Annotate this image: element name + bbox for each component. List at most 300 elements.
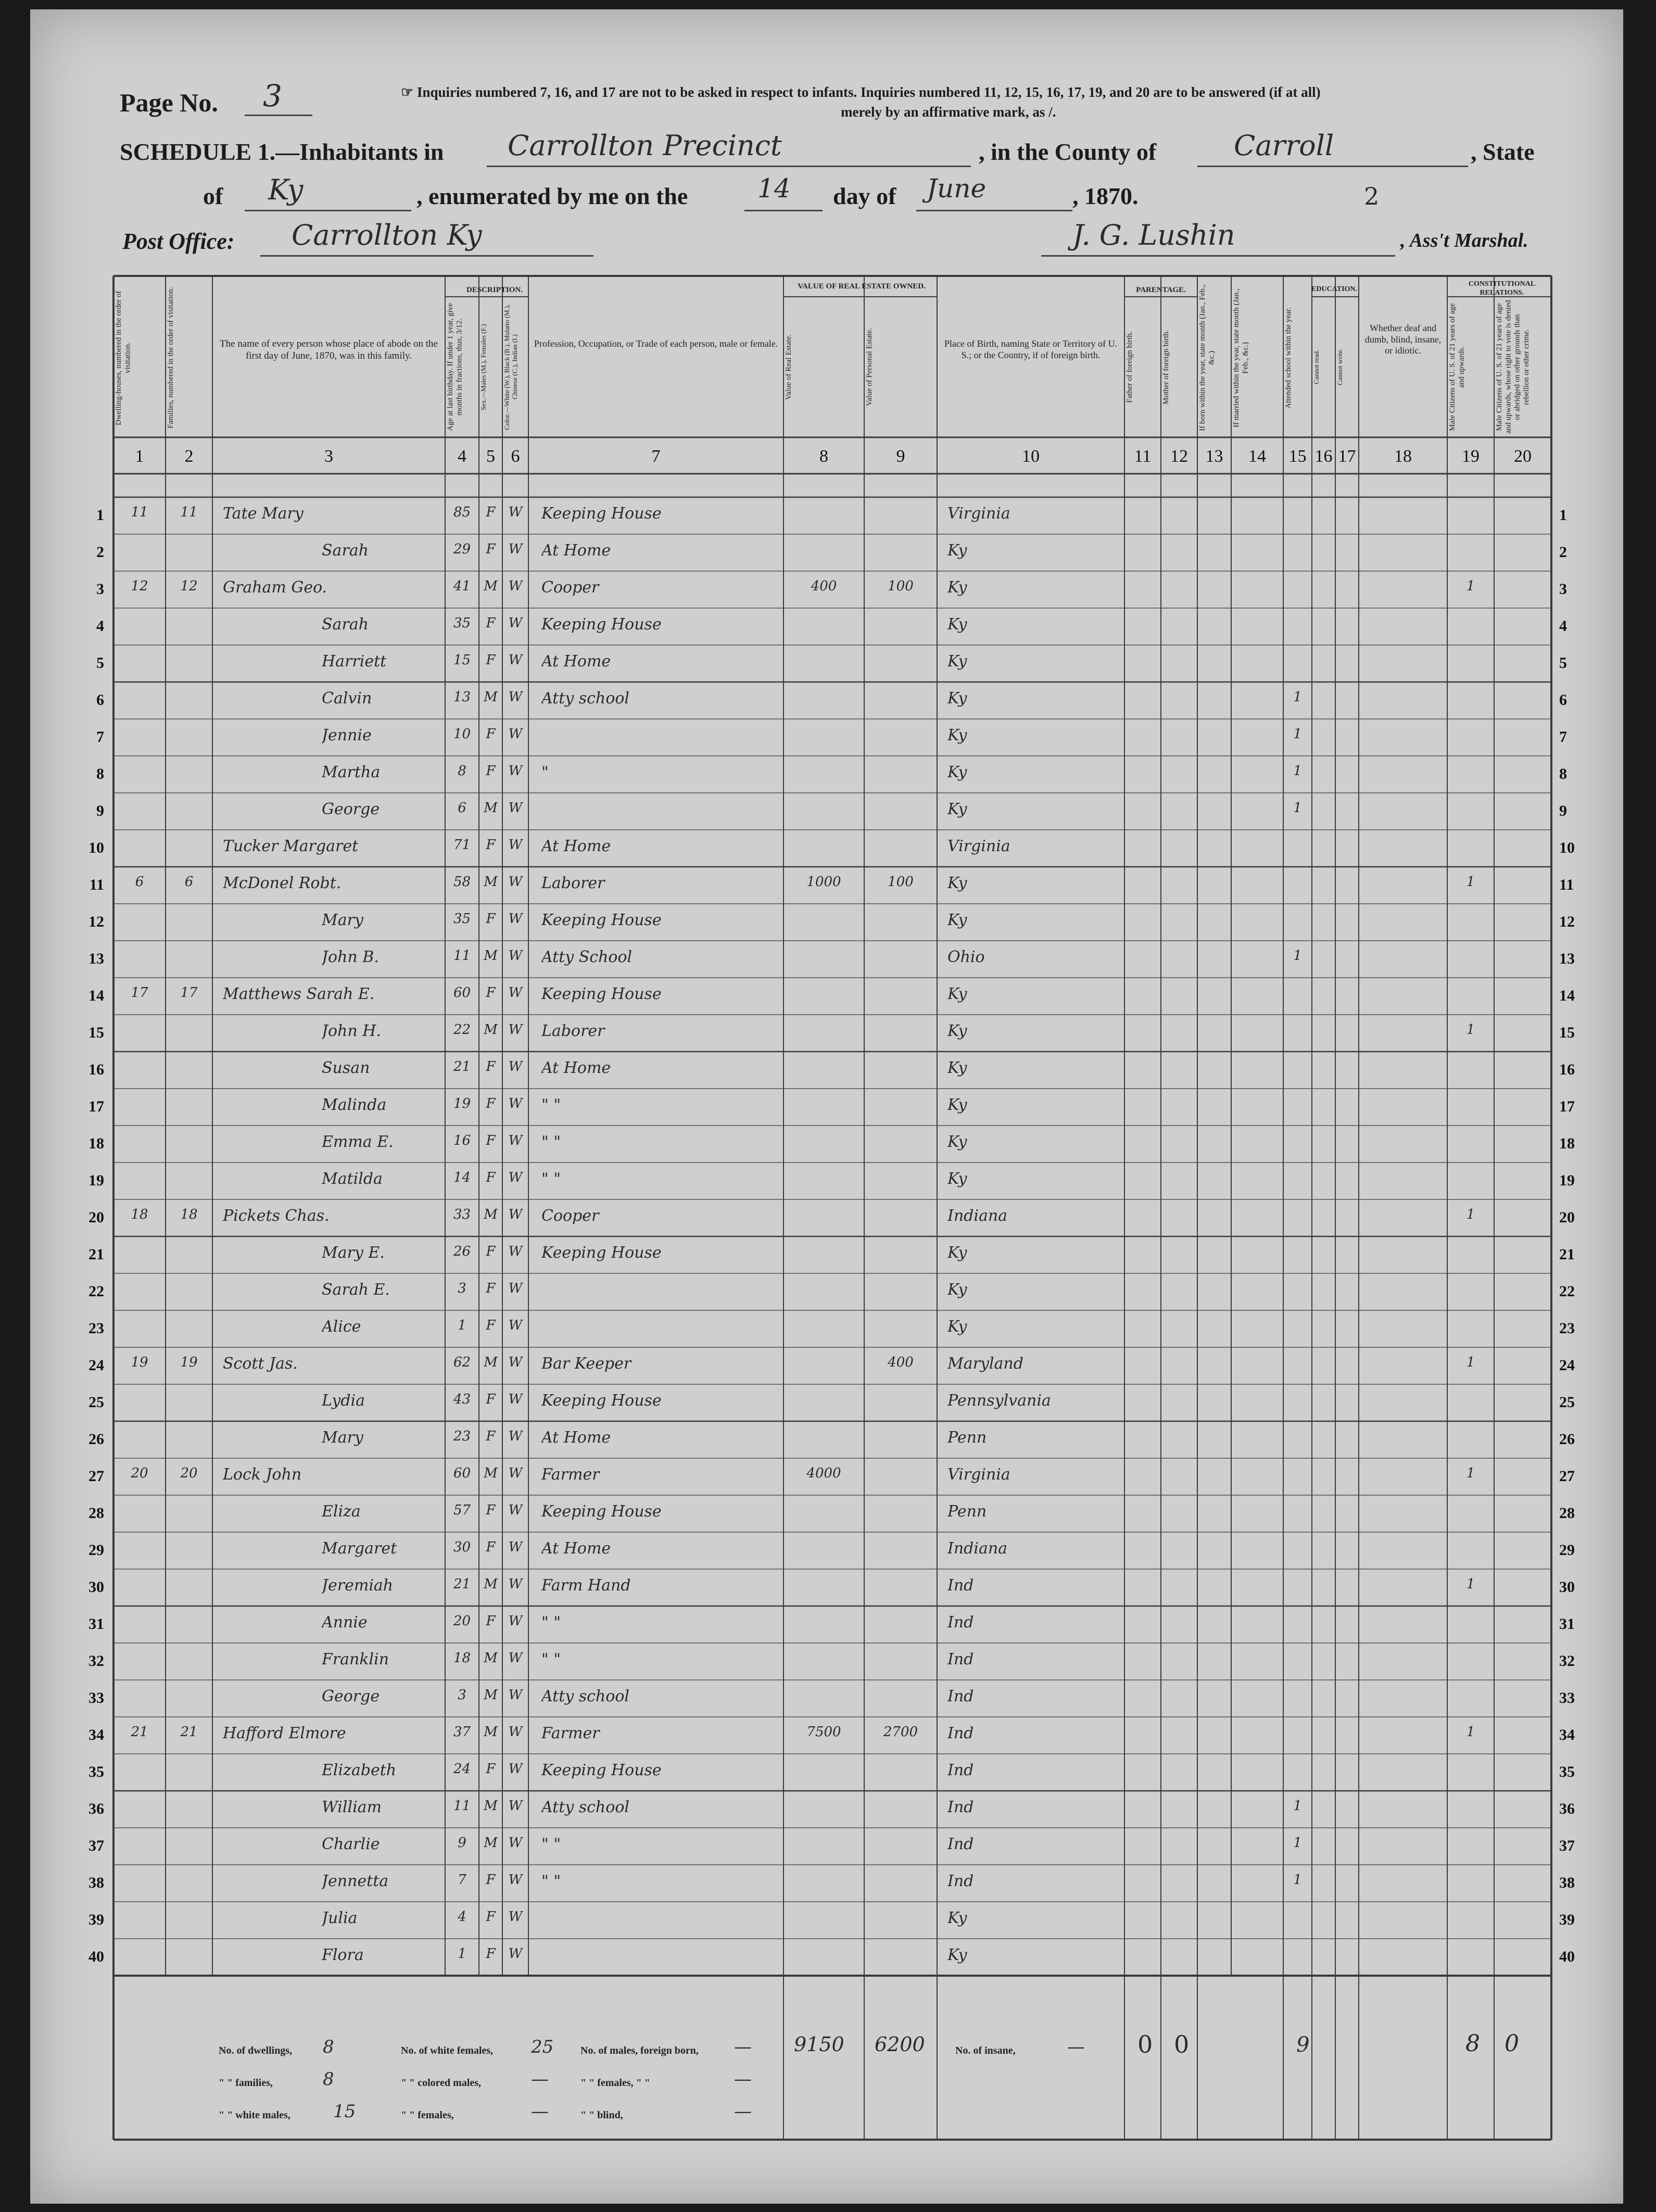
sex: M bbox=[484, 948, 498, 964]
school-total: 9 bbox=[1296, 2033, 1310, 2057]
colored-males-count: — bbox=[531, 2069, 549, 2090]
column-number-15: 15 bbox=[1288, 447, 1307, 466]
birthplace: Ind bbox=[947, 1613, 974, 1632]
color: W bbox=[508, 1761, 523, 1777]
column-number-9: 9 bbox=[896, 447, 905, 466]
foreign-fathers-total: 0 bbox=[1137, 2030, 1153, 2058]
occupation: Keeping House bbox=[541, 504, 662, 523]
color: W bbox=[508, 1281, 523, 1296]
person-name: Mary bbox=[322, 1429, 363, 1447]
occupation: Keeping House bbox=[541, 615, 662, 634]
person-name: George bbox=[322, 800, 380, 818]
column-number-4: 4 bbox=[458, 447, 466, 466]
person-name: Matthews Sarah E. bbox=[223, 985, 375, 1003]
line-number-left: 22 bbox=[89, 1283, 104, 1300]
sex: M bbox=[484, 800, 498, 816]
column-number-19: 19 bbox=[1462, 447, 1480, 466]
line-number-right: 13 bbox=[1559, 950, 1575, 967]
line-number-left: 21 bbox=[89, 1246, 104, 1263]
personal-estate-value: 400 bbox=[888, 1355, 914, 1370]
dwelling-number: 20 bbox=[131, 1465, 148, 1481]
denied-total: 0 bbox=[1505, 2030, 1519, 2057]
line-number-right: 9 bbox=[1559, 802, 1567, 819]
real-estate-value: 7500 bbox=[806, 1724, 841, 1740]
occupation: " " bbox=[541, 1133, 561, 1151]
person-name: Martha bbox=[322, 763, 381, 781]
age: 13 bbox=[453, 689, 471, 705]
colored-females-count: — bbox=[531, 2101, 549, 2122]
occupation: Farm Hand bbox=[541, 1576, 631, 1595]
occupation: Keeping House bbox=[541, 985, 662, 1003]
sex: F bbox=[486, 1318, 496, 1333]
age: 14 bbox=[453, 1170, 471, 1185]
person-name: Jeremiah bbox=[322, 1576, 394, 1595]
age: 19 bbox=[453, 1096, 471, 1111]
page-label: Page No. bbox=[120, 88, 218, 117]
line-number-left: 28 bbox=[89, 1505, 104, 1522]
column-number-20: 20 bbox=[1514, 447, 1532, 466]
column-number-11: 11 bbox=[1134, 447, 1152, 466]
column-number-1: 1 bbox=[135, 447, 144, 466]
line-number-left: 16 bbox=[89, 1061, 104, 1078]
person-name: Hafford Elmore bbox=[223, 1724, 346, 1742]
white-males-label: " " white males, bbox=[219, 2109, 290, 2121]
line-number-left: 4 bbox=[96, 617, 104, 635]
personal-estate-value: 2700 bbox=[883, 1724, 918, 1740]
occupation: At Home bbox=[541, 1059, 611, 1077]
dwelling-number: 17 bbox=[131, 985, 148, 1001]
families-count: 8 bbox=[323, 2069, 334, 2090]
color: W bbox=[508, 541, 523, 557]
line-number-left: 39 bbox=[89, 1911, 104, 1928]
line-number-left: 24 bbox=[89, 1357, 104, 1374]
birthplace: Ind bbox=[947, 1687, 974, 1705]
dwellings-count: 8 bbox=[323, 2037, 334, 2057]
person-name: Pickets Chas. bbox=[223, 1207, 330, 1225]
sex: F bbox=[486, 911, 496, 927]
line-number-left: 34 bbox=[89, 1726, 104, 1743]
person-name: Susan bbox=[322, 1059, 370, 1077]
line-number-right: 40 bbox=[1559, 1948, 1575, 1965]
color: W bbox=[508, 1429, 523, 1444]
birthplace: Ky bbox=[947, 1133, 967, 1151]
line-number-left: 26 bbox=[89, 1431, 104, 1448]
column-header-15: Attended school within the year. bbox=[1284, 307, 1293, 409]
line-number-right: 1 bbox=[1559, 507, 1567, 524]
color: W bbox=[508, 1392, 523, 1407]
person-name: Graham Geo. bbox=[223, 578, 327, 597]
color: W bbox=[508, 1502, 523, 1518]
line-number-right: 2 bbox=[1559, 543, 1567, 561]
family-number: 6 bbox=[184, 874, 194, 890]
line-number-right: 24 bbox=[1559, 1357, 1575, 1374]
person-name: Alice bbox=[322, 1318, 361, 1336]
age: 41 bbox=[453, 578, 471, 594]
person-name: Mary bbox=[322, 911, 363, 929]
line-number-right: 18 bbox=[1559, 1135, 1575, 1152]
person-name: McDonel Robt. bbox=[223, 874, 342, 892]
person-name: Julia bbox=[322, 1909, 358, 1927]
line-number-right: 5 bbox=[1559, 654, 1567, 672]
line-number-right: 3 bbox=[1559, 580, 1567, 598]
male-citizen-21: 1 bbox=[1466, 1355, 1475, 1370]
dwelling-number: 11 bbox=[131, 504, 148, 520]
age: 24 bbox=[453, 1761, 471, 1777]
line-number-left: 1 bbox=[96, 507, 104, 524]
line-number-right: 11 bbox=[1559, 876, 1574, 893]
sex: M bbox=[484, 1207, 498, 1222]
birthplace: Ind bbox=[947, 1650, 974, 1669]
sex: M bbox=[484, 1724, 498, 1740]
column-header-11: Father of foreign birth. bbox=[1126, 331, 1134, 403]
line-number-left: 10 bbox=[89, 839, 104, 856]
enumeration-month: June bbox=[927, 173, 987, 204]
male-citizen-21: 1 bbox=[1466, 1465, 1475, 1481]
male-citizen-21: 1 bbox=[1466, 1207, 1475, 1222]
occupation: " " bbox=[541, 1835, 561, 1853]
column-number-2: 2 bbox=[184, 447, 194, 466]
sex: F bbox=[486, 1502, 496, 1518]
line-number-right: 33 bbox=[1559, 1689, 1575, 1707]
column-header-17: Cannot write. bbox=[1336, 348, 1344, 386]
birthplace: Pennsylvania bbox=[947, 1392, 1051, 1410]
personal-estate-value: 100 bbox=[888, 874, 914, 890]
line-number-right: 38 bbox=[1559, 1874, 1575, 1891]
sex: F bbox=[486, 1244, 496, 1259]
occupation: " " bbox=[541, 1872, 561, 1890]
of-label: of bbox=[203, 183, 223, 209]
occupation: Laborer bbox=[541, 874, 605, 892]
birthplace: Ky bbox=[947, 652, 967, 671]
enumerated-label: , enumerated by me on the bbox=[416, 183, 688, 209]
line-number-right: 22 bbox=[1559, 1283, 1575, 1300]
line-number-left: 25 bbox=[89, 1394, 104, 1411]
attended-school: 1 bbox=[1293, 948, 1302, 964]
age: 23 bbox=[453, 1429, 471, 1444]
age: 43 bbox=[453, 1392, 471, 1407]
occupation: " " bbox=[541, 1096, 561, 1114]
age: 62 bbox=[453, 1355, 471, 1370]
sex: F bbox=[486, 837, 496, 853]
age: 7 bbox=[458, 1872, 466, 1888]
line-number-right: 35 bbox=[1559, 1763, 1575, 1780]
sex: F bbox=[486, 615, 496, 631]
line-number-left: 38 bbox=[89, 1874, 104, 1891]
age: 71 bbox=[453, 837, 471, 853]
line-number-right: 10 bbox=[1559, 839, 1575, 856]
age: 20 bbox=[453, 1613, 471, 1629]
column-number-17: 17 bbox=[1338, 447, 1356, 466]
total-personal-estate: 6200 bbox=[875, 2033, 925, 2056]
birthplace: Indiana bbox=[947, 1539, 1008, 1558]
color: W bbox=[508, 911, 523, 927]
females-foreign-label: " " females, " " bbox=[580, 2077, 650, 2089]
occupation: Farmer bbox=[541, 1724, 600, 1742]
county-name: Carroll bbox=[1234, 129, 1334, 162]
blind-label: " " blind, bbox=[580, 2109, 623, 2121]
line-number-left: 27 bbox=[89, 1468, 104, 1485]
person-name: John H. bbox=[322, 1022, 381, 1040]
birthplace: Ohio bbox=[947, 948, 985, 966]
females-foreign-count: — bbox=[734, 2069, 752, 2090]
age: 57 bbox=[453, 1502, 471, 1518]
line-number-right: 17 bbox=[1559, 1098, 1575, 1115]
birthplace: Ind bbox=[947, 1576, 974, 1595]
sex: F bbox=[486, 1429, 496, 1444]
line-number-left: 31 bbox=[89, 1615, 104, 1633]
column-header-5: Sex.—Males (M.), Females (F.) bbox=[479, 324, 487, 410]
birthplace: Penn bbox=[947, 1502, 987, 1521]
person-name: Lydia bbox=[322, 1392, 365, 1410]
person-name: Jennetta bbox=[322, 1872, 389, 1890]
color: W bbox=[508, 1096, 523, 1111]
person-name: Emma E. bbox=[322, 1133, 394, 1151]
place-name: Carrollton Precinct bbox=[508, 129, 782, 162]
color: W bbox=[508, 1170, 523, 1185]
color: W bbox=[508, 1133, 523, 1148]
sex: F bbox=[486, 726, 496, 742]
male-citizen-21: 1 bbox=[1466, 1022, 1475, 1038]
line-number-left: 20 bbox=[89, 1209, 104, 1226]
column-header-18: Whether deaf and dumb, blind, insane, or idiotic. bbox=[1364, 323, 1442, 356]
line-number-right: 36 bbox=[1559, 1800, 1575, 1817]
real-estate-value: 1000 bbox=[806, 874, 841, 890]
birthplace: Ky bbox=[947, 615, 967, 634]
family-number: 12 bbox=[180, 578, 198, 594]
age: 9 bbox=[458, 1835, 466, 1851]
line-number-left: 29 bbox=[89, 1541, 104, 1559]
insane-count: — bbox=[1067, 2037, 1085, 2057]
column-header-2: Families, numbered in the order of visitation. bbox=[167, 287, 175, 429]
birthplace: Ky bbox=[947, 1244, 967, 1262]
person-name: Lock John bbox=[223, 1465, 302, 1484]
occupation: " " bbox=[541, 1650, 561, 1669]
sex: F bbox=[486, 1613, 496, 1629]
column-header-3: The name of every person whose place of abode on the first day of June, 1870, was in this family. bbox=[220, 338, 438, 361]
marshal-label: , Ass't Marshal. bbox=[1400, 230, 1528, 251]
sex: F bbox=[486, 1909, 496, 1925]
birthplace: Virginia bbox=[947, 837, 1010, 855]
line-number-left: 13 bbox=[89, 950, 104, 967]
line-number-left: 32 bbox=[89, 1652, 104, 1670]
sex: F bbox=[486, 1170, 496, 1185]
day-of-label: day of bbox=[833, 183, 896, 209]
person-name: Tate Mary bbox=[223, 504, 304, 523]
color: W bbox=[508, 726, 523, 742]
age: 4 bbox=[458, 1909, 466, 1925]
sex: F bbox=[486, 652, 496, 668]
age: 22 bbox=[453, 1022, 471, 1038]
group-description: DESCRIPTION. bbox=[466, 286, 523, 294]
color: W bbox=[508, 1465, 523, 1481]
color: W bbox=[508, 1244, 523, 1259]
birthplace: Indiana bbox=[947, 1207, 1008, 1225]
line-number-left: 23 bbox=[89, 1320, 104, 1337]
color: W bbox=[508, 1872, 523, 1888]
family-number: 17 bbox=[180, 985, 198, 1001]
person-name: John B. bbox=[322, 948, 379, 966]
birthplace: Virginia bbox=[947, 504, 1010, 523]
occupation: Farmer bbox=[541, 1465, 600, 1484]
color: W bbox=[508, 874, 523, 890]
total-real-estate: 9150 bbox=[794, 2033, 844, 2056]
birthplace: Ky bbox=[947, 578, 967, 597]
attended-school: 1 bbox=[1293, 763, 1302, 779]
sex: M bbox=[484, 1798, 498, 1814]
age: 35 bbox=[453, 615, 471, 631]
line-number-left: 5 bbox=[96, 654, 104, 672]
column-number-16: 16 bbox=[1314, 447, 1333, 466]
column-header-12: Mother of foreign birth. bbox=[1162, 330, 1170, 405]
dwelling-number: 21 bbox=[131, 1724, 148, 1740]
attended-school: 1 bbox=[1293, 1872, 1302, 1888]
occupation: Atty school bbox=[541, 689, 629, 707]
line-number-right: 8 bbox=[1559, 765, 1567, 782]
sex: M bbox=[484, 1022, 498, 1038]
color: W bbox=[508, 652, 523, 668]
age: 16 bbox=[453, 1133, 471, 1148]
sex: M bbox=[484, 1465, 498, 1481]
color: W bbox=[508, 1576, 523, 1592]
dwelling-number: 19 bbox=[131, 1355, 148, 1370]
occupation: Laborer bbox=[541, 1022, 605, 1040]
line-number-right: 27 bbox=[1559, 1468, 1575, 1485]
age: 37 bbox=[453, 1724, 471, 1740]
color: W bbox=[508, 948, 523, 964]
sex: M bbox=[484, 1687, 498, 1703]
families-label: " " families, bbox=[219, 2077, 273, 2089]
column-number-7: 7 bbox=[651, 447, 661, 466]
color: W bbox=[508, 1687, 523, 1703]
attended-school: 1 bbox=[1293, 1798, 1302, 1814]
age: 1 bbox=[458, 1318, 466, 1333]
line-number-right: 28 bbox=[1559, 1505, 1575, 1522]
occupation: Atty School bbox=[541, 948, 633, 966]
colored-females-label: " " females, bbox=[401, 2109, 454, 2121]
sex: F bbox=[486, 985, 496, 1001]
color: W bbox=[508, 1613, 523, 1629]
occupation: Bar Keeper bbox=[541, 1355, 631, 1373]
column-header-8: Value of Real Estate. bbox=[785, 334, 793, 400]
occupation: Atty school bbox=[541, 1687, 629, 1705]
attended-school: 1 bbox=[1293, 800, 1302, 816]
real-estate-value: 400 bbox=[811, 578, 837, 594]
blind-count: — bbox=[734, 2101, 752, 2122]
line-number-right: 19 bbox=[1559, 1172, 1575, 1189]
person-name: Mary E. bbox=[322, 1244, 385, 1262]
sex: M bbox=[484, 1835, 498, 1851]
sex: M bbox=[484, 874, 498, 890]
column-header-19: Male Citizens of U. S. of 21 years of age and upwards. bbox=[1448, 303, 1466, 431]
sex: M bbox=[484, 578, 498, 594]
line-number-right: 34 bbox=[1559, 1726, 1575, 1743]
age: 6 bbox=[458, 800, 466, 816]
sex: F bbox=[486, 1761, 496, 1777]
birthplace: Ky bbox=[947, 726, 967, 744]
sex: F bbox=[486, 1133, 496, 1148]
occupation: Keeping House bbox=[541, 911, 662, 929]
color: W bbox=[508, 837, 523, 853]
age: 3 bbox=[458, 1687, 466, 1703]
birthplace: Ind bbox=[947, 1761, 974, 1779]
column-header-1: Dwelling-houses, numbered in the order of visitation. bbox=[115, 290, 132, 425]
line-number-right: 14 bbox=[1559, 987, 1575, 1004]
sex: M bbox=[484, 1355, 498, 1370]
schedule-label: SCHEDULE 1.—Inhabitants in bbox=[120, 138, 444, 165]
birthplace: Ind bbox=[947, 1798, 974, 1816]
occupation: At Home bbox=[541, 652, 611, 671]
birthplace: Ky bbox=[947, 1909, 967, 1927]
color: W bbox=[508, 1355, 523, 1370]
column-number-6: 6 bbox=[511, 447, 520, 466]
line-number-left: 2 bbox=[96, 543, 104, 561]
attended-school: 1 bbox=[1293, 726, 1302, 742]
white-females-label: No. of white females, bbox=[401, 2045, 494, 2056]
age: 21 bbox=[453, 1059, 471, 1075]
age: 30 bbox=[453, 1539, 471, 1555]
age: 18 bbox=[453, 1650, 471, 1666]
person-name: Sarah bbox=[322, 615, 369, 634]
foreign-mothers-total: 0 bbox=[1174, 2030, 1190, 2058]
occupation: Keeping House bbox=[541, 1761, 662, 1779]
line-number-right: 31 bbox=[1559, 1615, 1575, 1633]
age: 11 bbox=[453, 1798, 471, 1814]
person-name: Sarah bbox=[322, 541, 369, 560]
birthplace: Ky bbox=[947, 763, 967, 781]
family-number: 20 bbox=[180, 1465, 198, 1481]
dwelling-number: 18 bbox=[131, 1207, 148, 1222]
line-number-left: 30 bbox=[89, 1578, 104, 1596]
color: W bbox=[508, 1724, 523, 1740]
birthplace: Virginia bbox=[947, 1465, 1010, 1484]
line-number-right: 6 bbox=[1559, 691, 1567, 709]
column-number-13: 13 bbox=[1205, 447, 1223, 466]
color: W bbox=[508, 1909, 523, 1925]
male-citizen-21: 1 bbox=[1466, 874, 1475, 890]
sex: F bbox=[486, 1059, 496, 1075]
age: 35 bbox=[453, 911, 471, 927]
birthplace: Ky bbox=[947, 1096, 967, 1114]
person-name: Franklin bbox=[322, 1650, 389, 1669]
page-number: 3 bbox=[263, 78, 282, 113]
birthplace: Ky bbox=[947, 689, 967, 707]
age: 11 bbox=[453, 948, 471, 964]
sex: M bbox=[484, 1650, 498, 1666]
sex: F bbox=[486, 1872, 496, 1888]
age: 15 bbox=[453, 652, 471, 668]
line-number-right: 4 bbox=[1559, 617, 1567, 635]
age: 29 bbox=[453, 541, 471, 557]
age: 85 bbox=[453, 504, 471, 520]
occupation: Cooper bbox=[541, 578, 599, 597]
colored-males-label: " " colored males, bbox=[401, 2077, 482, 2089]
white-males-count: 15 bbox=[333, 2101, 356, 2122]
group-education: EDUCATION. bbox=[1311, 285, 1358, 293]
person-name: Tucker Margaret bbox=[223, 837, 359, 855]
county-label: , in the County of bbox=[979, 138, 1157, 165]
column-number-14: 14 bbox=[1248, 447, 1266, 466]
person-name: Scott Jas. bbox=[223, 1355, 298, 1373]
dwellings-label: No. of dwellings, bbox=[219, 2045, 293, 2056]
column-header-13: If born within the year, state month (Jan., Feb., &c.) bbox=[1198, 284, 1216, 432]
line-number-left: 33 bbox=[89, 1689, 104, 1707]
birthplace: Ky bbox=[947, 1281, 967, 1299]
color: W bbox=[508, 1059, 523, 1075]
person-name: William bbox=[322, 1798, 382, 1816]
line-number-left: 12 bbox=[89, 913, 104, 930]
birthplace: Ind bbox=[947, 1724, 974, 1742]
line-number-left: 18 bbox=[89, 1135, 104, 1152]
